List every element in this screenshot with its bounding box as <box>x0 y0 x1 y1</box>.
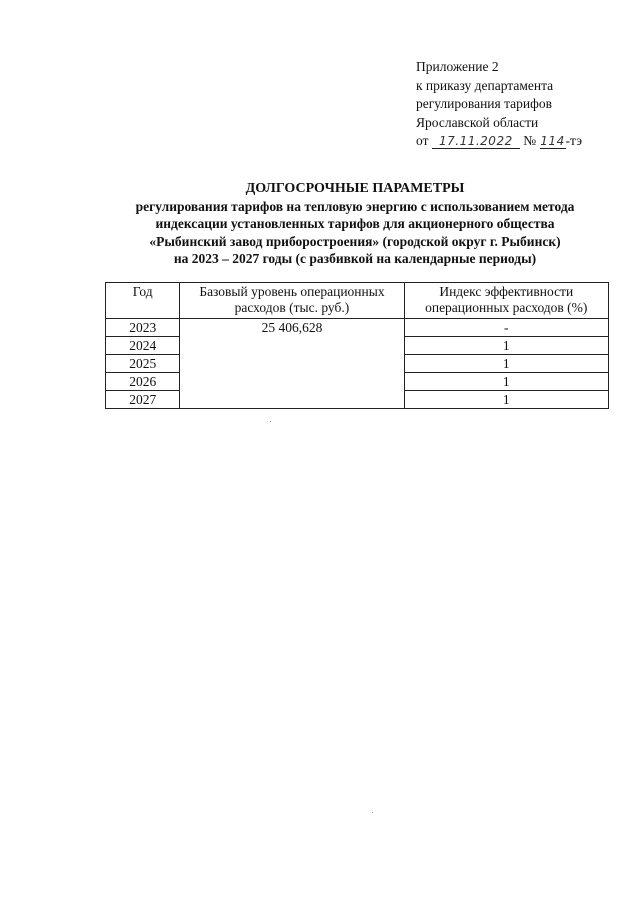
cell-year: 2023 <box>106 319 180 337</box>
table-header-row <box>106 283 609 319</box>
appendix-line-4: Ярославской области <box>416 114 539 130</box>
title-line-4: на 2023 – 2027 годы (с разбивкой на календарные периоды) <box>173 251 537 266</box>
order-suffix: -тэ <box>565 133 583 148</box>
cell-year: 2025 <box>106 355 180 373</box>
cell-base-value: 25 406,628 <box>180 319 404 409</box>
title-main: ДОЛГОСРОЧНЫЕ ПАРАМЕТРЫ <box>245 181 465 196</box>
cell-index: - <box>404 319 608 337</box>
cell-index: 1 <box>404 355 608 373</box>
cell-index: 1 <box>404 391 608 409</box>
title-line-1: регулирования тарифов на тепловую энергию с использованием метода <box>135 198 575 214</box>
order-number-handwritten: 114 <box>540 134 565 148</box>
scan-speck <box>270 421 271 422</box>
scan-speck <box>372 812 373 813</box>
header-base-level: Базовый уровень операционных расходов (тыс. руб.) <box>180 283 404 319</box>
appendix-header <box>416 58 582 151</box>
cell-year: 2024 <box>106 337 180 355</box>
order-number-sign: № <box>523 133 537 148</box>
appendix-line-1: Приложение 2 <box>416 59 499 74</box>
parameters-table <box>105 282 609 409</box>
appendix-order-line <box>416 132 582 151</box>
appendix-line-2: к приказу департамента <box>416 77 554 93</box>
cell-year: 2027 <box>106 391 180 409</box>
cell-index: 1 <box>404 337 608 355</box>
cell-index: 1 <box>404 373 608 391</box>
cell-year: 2026 <box>106 373 180 391</box>
title-line-2: индексации установленных тарифов для акционерного общества <box>155 216 555 231</box>
appendix-line-3: регулирования тарифов <box>416 96 553 111</box>
header-efficiency-index: Индекс эффективности операционных расходов (%) <box>404 283 608 319</box>
table-row <box>106 319 609 337</box>
document-title <box>100 180 610 268</box>
title-line-3: «Рыбинский завод приборостроения» (городской округ г. Рыбинск) <box>149 233 561 249</box>
order-date-handwritten: 17.11.2022 <box>432 134 520 149</box>
header-year: Год <box>106 283 180 319</box>
order-prefix: от <box>416 133 429 148</box>
